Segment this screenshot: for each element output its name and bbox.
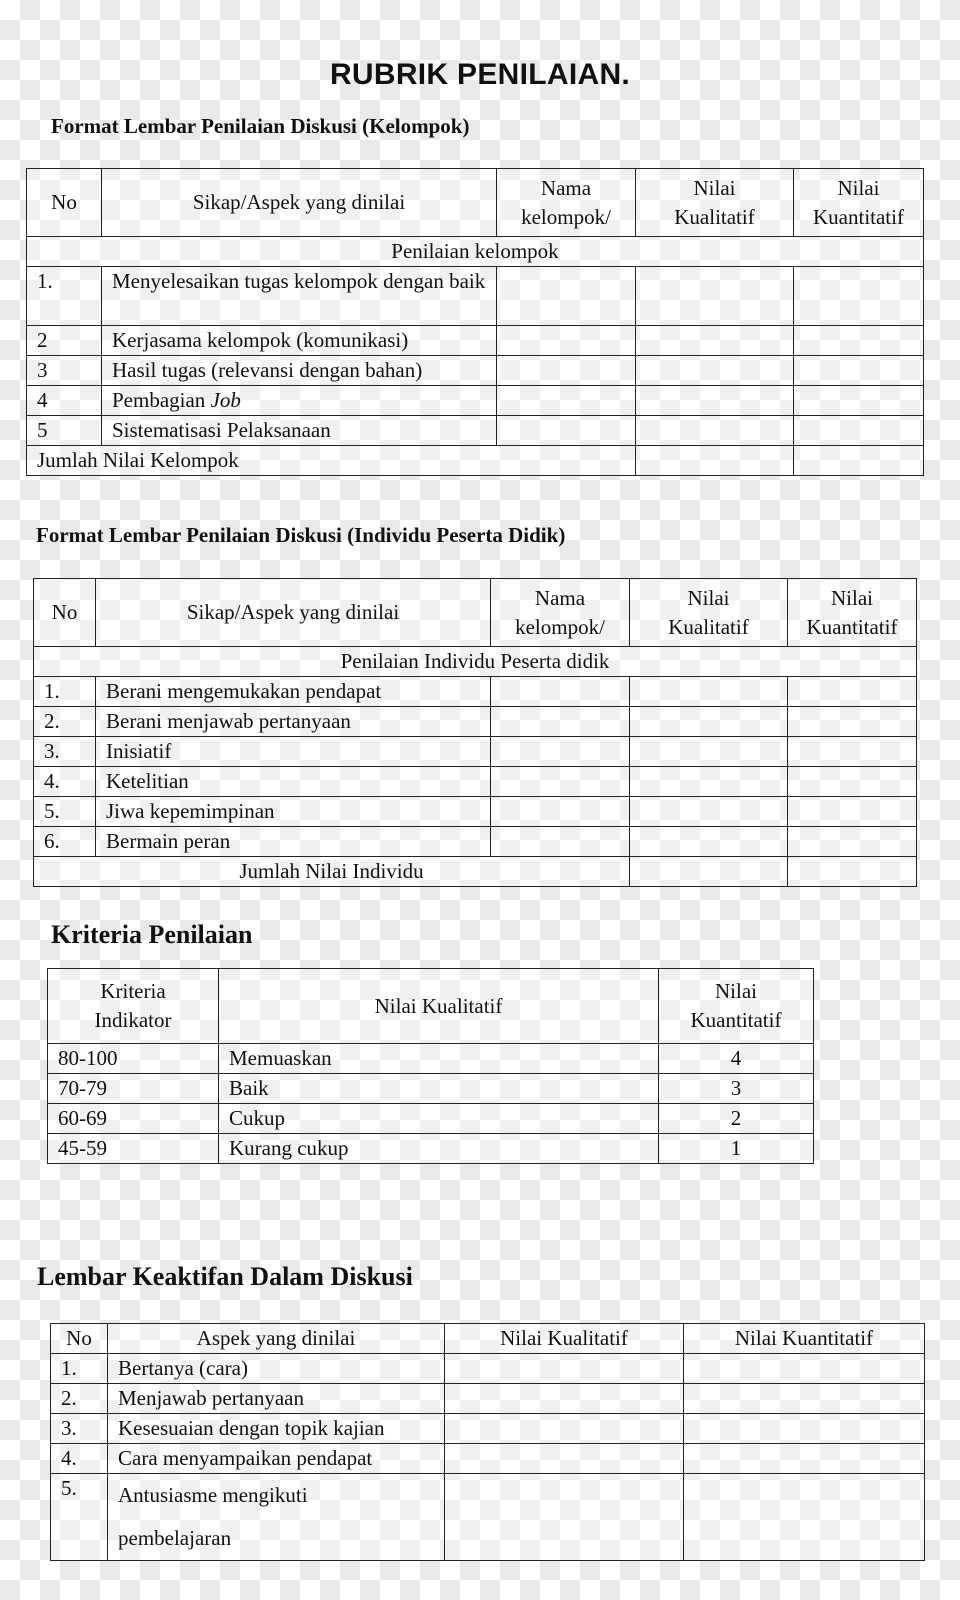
criteria-range: 70-79 [48, 1074, 219, 1104]
header-no: No [51, 1324, 108, 1354]
table-subheader-row [34, 647, 917, 677]
cell-quantitative[interactable] [788, 737, 917, 767]
cell-quantitative[interactable] [684, 1414, 925, 1444]
row-aspect: Sistematisasi Pelaksanaan [102, 416, 497, 446]
table-row [51, 1384, 925, 1414]
row-no: 3. [34, 737, 96, 767]
header-quantitative: Nilai Kuantitatif [659, 969, 814, 1044]
cell-name[interactable] [491, 737, 630, 767]
cell-quantitative[interactable] [684, 1474, 925, 1561]
cell-quantitative[interactable] [794, 416, 924, 446]
row-no: 4. [34, 767, 96, 797]
cell-qualitative[interactable] [636, 386, 794, 416]
cell-quantitative[interactable] [794, 356, 924, 386]
row-aspect: Pembagian Job [102, 386, 497, 416]
cell-name[interactable] [497, 326, 636, 356]
criteria-range: 80-100 [48, 1044, 219, 1074]
table-row [51, 1414, 925, 1444]
row-aspect: Menyelesaikan tugas kelompok dengan baik [102, 267, 497, 326]
row-aspect: Kerjasama kelompok (komunikasi) [102, 326, 497, 356]
row-no: 1. [34, 677, 96, 707]
row-no: 1. [51, 1354, 108, 1384]
cell-name[interactable] [491, 707, 630, 737]
table-row [34, 767, 917, 797]
row-aspect: Berani mengemukakan pendapat [96, 677, 491, 707]
table-row [34, 737, 917, 767]
row-no: 2. [51, 1384, 108, 1414]
header-quantitative: Nilai Kuantitatif [794, 169, 924, 237]
row-aspect: Inisiatif [96, 737, 491, 767]
activity-section-heading: Lembar Keaktifan Dalam Diskusi [37, 1262, 413, 1291]
row-aspect: Jiwa kepemimpinan [96, 797, 491, 827]
header-group-name: Nama kelompok/ [491, 579, 630, 647]
header-no: No [34, 579, 96, 647]
row-aspect: Bertanya (cara) [108, 1354, 445, 1384]
individual-section-heading: Format Lembar Penilaian Diskusi (Individu Peserta Didik) [36, 523, 566, 547]
row-aspect: Berani menjawab pertanyaan [96, 707, 491, 737]
table-row [34, 707, 917, 737]
table-row [27, 356, 924, 386]
row-no: 4 [27, 386, 102, 416]
cell-quantitative[interactable] [788, 797, 917, 827]
row-aspect: Hasil tugas (relevansi dengan bahan) [102, 356, 497, 386]
individual-subheader: Penilaian Individu Peserta didik [34, 647, 917, 677]
table-total-row [34, 857, 917, 887]
cell-qualitative[interactable] [630, 827, 788, 857]
header-criteria-indicator: Kriteria Indikator [48, 969, 219, 1044]
group-section-heading: Format Lembar Penilaian Diskusi (Kelompok) [51, 114, 470, 138]
table-row [27, 386, 924, 416]
cell-total-qualitative[interactable] [630, 857, 788, 887]
cell-qualitative[interactable] [445, 1354, 684, 1384]
row-no: 6. [34, 827, 96, 857]
table-row [34, 677, 917, 707]
cell-name[interactable] [497, 416, 636, 446]
header-aspect: Sikap/Aspek yang dinilai [102, 169, 497, 237]
header-qualitative: Nilai Kualitatif [219, 969, 659, 1044]
table-row [34, 827, 917, 857]
cell-quantitative[interactable] [684, 1384, 925, 1414]
criteria-range: 60-69 [48, 1104, 219, 1134]
header-qualitative: Nilai Kualitatif [445, 1324, 684, 1354]
table-header-row [48, 969, 814, 1044]
row-aspect: Cara menyampaikan pendapat [108, 1444, 445, 1474]
group-subheader: Penilaian kelompok [27, 237, 924, 267]
table-row [34, 797, 917, 827]
cell-name[interactable] [491, 827, 630, 857]
header-aspect: Sikap/Aspek yang dinilai [96, 579, 491, 647]
table-header-row [27, 169, 924, 237]
cell-qualitative[interactable] [445, 1474, 684, 1561]
criteria-qualitative: Cukup [219, 1104, 659, 1134]
row-no: 3 [27, 356, 102, 386]
row-aspect: Kesesuaian dengan topik kajian [108, 1414, 445, 1444]
header-aspect: Aspek yang dinilai [108, 1324, 445, 1354]
table-row [51, 1444, 925, 1474]
cell-qualitative[interactable] [445, 1384, 684, 1414]
cell-qualitative[interactable] [630, 797, 788, 827]
header-qualitative: Nilai Kualitatif [636, 169, 794, 237]
cell-total-qualitative[interactable] [636, 446, 794, 476]
criteria-quantitative: 4 [659, 1044, 814, 1074]
total-label: Jumlah Nilai Kelompok [27, 446, 636, 476]
table-total-row [27, 446, 924, 476]
cell-quantitative[interactable] [794, 386, 924, 416]
cell-quantitative[interactable] [684, 1444, 925, 1474]
activity-table [50, 1323, 925, 1561]
criteria-qualitative: Memuaskan [219, 1044, 659, 1074]
row-no: 4. [51, 1444, 108, 1474]
header-no: No [27, 169, 102, 237]
header-qualitative: Nilai Kualitatif [630, 579, 788, 647]
cell-name[interactable] [497, 356, 636, 386]
cell-quantitative[interactable] [684, 1354, 925, 1384]
header-group-name: Nama kelompok/ [497, 169, 636, 237]
row-no: 2. [34, 707, 96, 737]
row-no: 2 [27, 326, 102, 356]
cell-total-quantitative[interactable] [788, 857, 917, 887]
table-header-row [51, 1324, 925, 1354]
cell-qualitative[interactable] [445, 1444, 684, 1474]
cell-qualitative[interactable] [636, 326, 794, 356]
cell-quantitative[interactable] [788, 827, 917, 857]
cell-qualitative[interactable] [445, 1414, 684, 1444]
table-row [51, 1474, 925, 1561]
header-quantitative: Nilai Kuantitatif [684, 1324, 925, 1354]
table-row [27, 416, 924, 446]
cell-name[interactable] [491, 767, 630, 797]
table-row [48, 1104, 814, 1134]
total-label: Jumlah Nilai Individu [34, 857, 630, 887]
cell-quantitative[interactable] [794, 326, 924, 356]
cell-qualitative[interactable] [636, 356, 794, 386]
criteria-quantitative: 2 [659, 1104, 814, 1134]
row-no: 5. [34, 797, 96, 827]
table-row [48, 1134, 814, 1164]
cell-qualitative[interactable] [630, 767, 788, 797]
cell-qualitative[interactable] [636, 267, 794, 326]
row-aspect: Bermain peran [96, 827, 491, 857]
criteria-qualitative: Baik [219, 1074, 659, 1104]
cell-qualitative[interactable] [630, 677, 788, 707]
header-quantitative: Nilai Kuantitatif [788, 579, 917, 647]
criteria-table [47, 968, 814, 1164]
cell-qualitative[interactable] [630, 707, 788, 737]
row-aspect: Menjawab pertanyaan [108, 1384, 445, 1414]
criteria-range: 45-59 [48, 1134, 219, 1164]
criteria-quantitative: 1 [659, 1134, 814, 1164]
group-assessment-table [26, 168, 924, 476]
cell-name[interactable] [497, 386, 636, 416]
criteria-qualitative: Kurang cukup [219, 1134, 659, 1164]
row-aspect: Ketelitian [96, 767, 491, 797]
cell-quantitative[interactable] [788, 677, 917, 707]
table-row [27, 267, 924, 326]
row-no: 5 [27, 416, 102, 446]
row-no: 5. [51, 1474, 108, 1561]
cell-qualitative[interactable] [630, 737, 788, 767]
table-row [48, 1074, 814, 1104]
cell-total-quantitative[interactable] [794, 446, 924, 476]
cell-name[interactable] [491, 797, 630, 827]
cell-quantitative[interactable] [788, 707, 917, 737]
row-aspect: Antusiasme mengikuti pembelajaran [108, 1474, 445, 1561]
cell-qualitative[interactable] [636, 416, 794, 446]
table-header-row [34, 579, 917, 647]
individual-assessment-table [33, 578, 917, 887]
table-row [51, 1354, 925, 1384]
page-title: RUBRIK PENILAIAN. [329, 58, 631, 91]
cell-name[interactable] [491, 677, 630, 707]
cell-quantitative[interactable] [794, 267, 924, 326]
table-subheader-row [27, 237, 924, 267]
cell-quantitative[interactable] [788, 767, 917, 797]
cell-name[interactable] [497, 267, 636, 326]
criteria-quantitative: 3 [659, 1074, 814, 1104]
table-row [27, 326, 924, 356]
row-no: 3. [51, 1414, 108, 1444]
table-row [48, 1044, 814, 1074]
criteria-section-heading: Kriteria Penilaian [51, 920, 253, 949]
row-no: 1. [27, 267, 102, 326]
